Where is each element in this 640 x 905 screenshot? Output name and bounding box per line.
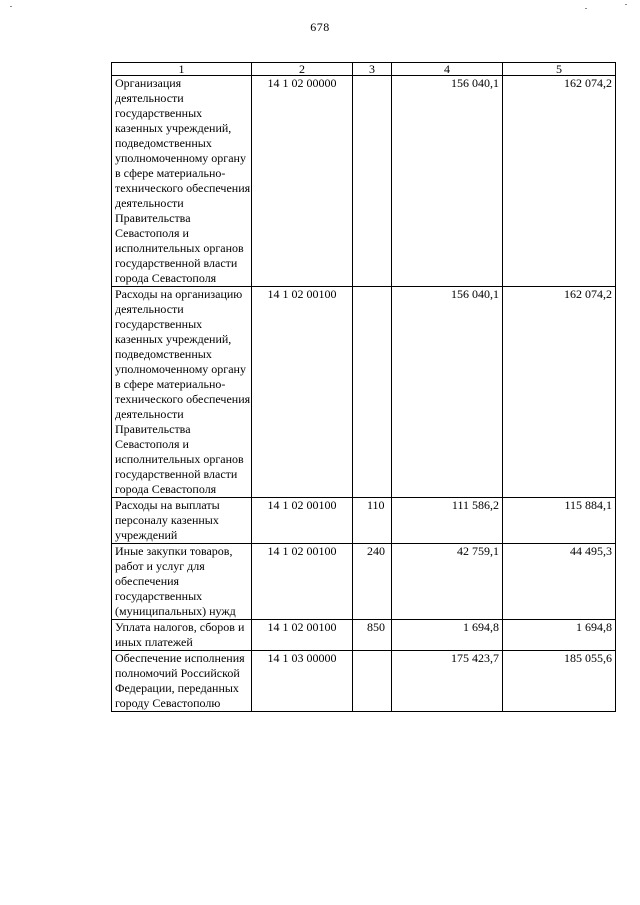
row-name: Организация деятельности государственных казенных учреждений, подведомственных уполномоченному органу в сфере материально-технического обеспечения деятельности Правительства Севастополя и исполнительных органов государственной власти города Севастополя xyxy=(115,76,251,285)
table-row xyxy=(112,287,616,498)
row-code: 14 1 02 00100 xyxy=(252,498,353,544)
page-number: 678 xyxy=(310,20,330,34)
row-value-4: 175 423,7 xyxy=(392,651,503,712)
row-name-cell xyxy=(112,287,252,498)
row-code: 14 1 02 00000 xyxy=(252,76,353,287)
row-code: 14 1 02 00100 xyxy=(252,544,353,620)
row-type xyxy=(353,287,392,498)
table-row xyxy=(112,498,616,544)
row-code: 14 1 03 00000 xyxy=(252,651,353,712)
row-type: 850 xyxy=(353,620,392,651)
row-name: Обеспечение исполнения полномочий Российской Федерации, переданных городу Севастополю xyxy=(115,651,245,710)
row-type: 110 xyxy=(353,498,392,544)
row-value-4: 156 040,1 xyxy=(392,76,503,287)
row-type xyxy=(353,651,392,712)
table-row xyxy=(112,76,616,287)
budget-table xyxy=(111,62,616,712)
row-value-5: 162 074,2 xyxy=(503,76,616,287)
row-name-cell xyxy=(112,651,252,712)
scan-speck xyxy=(10,6,12,7)
table-row xyxy=(112,651,616,712)
row-name-cell xyxy=(112,620,252,651)
row-type: 240 xyxy=(353,544,392,620)
header-col-2: 2 xyxy=(252,63,353,76)
row-value-4: 42 759,1 xyxy=(392,544,503,620)
row-value-5: 44 495,3 xyxy=(503,544,616,620)
scan-speck xyxy=(625,4,627,5)
row-type xyxy=(353,76,392,287)
row-name: Иные закупки товаров, работ и услуг для обеспечения государственных (муниципальных) нужд xyxy=(115,544,236,618)
row-name-cell xyxy=(112,76,252,287)
row-value-5: 162 074,2 xyxy=(503,287,616,498)
row-value-5: 115 884,1 xyxy=(503,498,616,544)
row-name: Расходы на выплаты персоналу казенных учреждений xyxy=(115,498,220,542)
row-code: 14 1 02 00100 xyxy=(252,620,353,651)
table-row xyxy=(112,544,616,620)
scan-speck xyxy=(585,8,587,9)
row-name-cell xyxy=(112,544,252,620)
header-col-1: 1 xyxy=(112,63,252,76)
row-value-5: 1 694,8 xyxy=(503,620,616,651)
row-value-5: 185 055,6 xyxy=(503,651,616,712)
row-value-4: 156 040,1 xyxy=(392,287,503,498)
row-value-4: 111 586,2 xyxy=(392,498,503,544)
header-col-3: 3 xyxy=(353,63,392,76)
row-name: Расходы на организацию деятельности государственных казенных учреждений, подведомственных уполномоченному органу в сфере материально-технического обеспечения деятельности Правительства Севастополя и исполнительных органов государственной власти города Севастополя xyxy=(115,287,251,496)
row-code: 14 1 02 00100 xyxy=(252,287,353,498)
header-col-4: 4 xyxy=(392,63,503,76)
row-name: Уплата налогов, сборов и иных платежей xyxy=(115,620,245,649)
row-value-4: 1 694,8 xyxy=(392,620,503,651)
row-name-cell xyxy=(112,498,252,544)
table-row xyxy=(112,620,616,651)
header-row xyxy=(112,63,616,76)
header-col-5: 5 xyxy=(503,63,616,76)
